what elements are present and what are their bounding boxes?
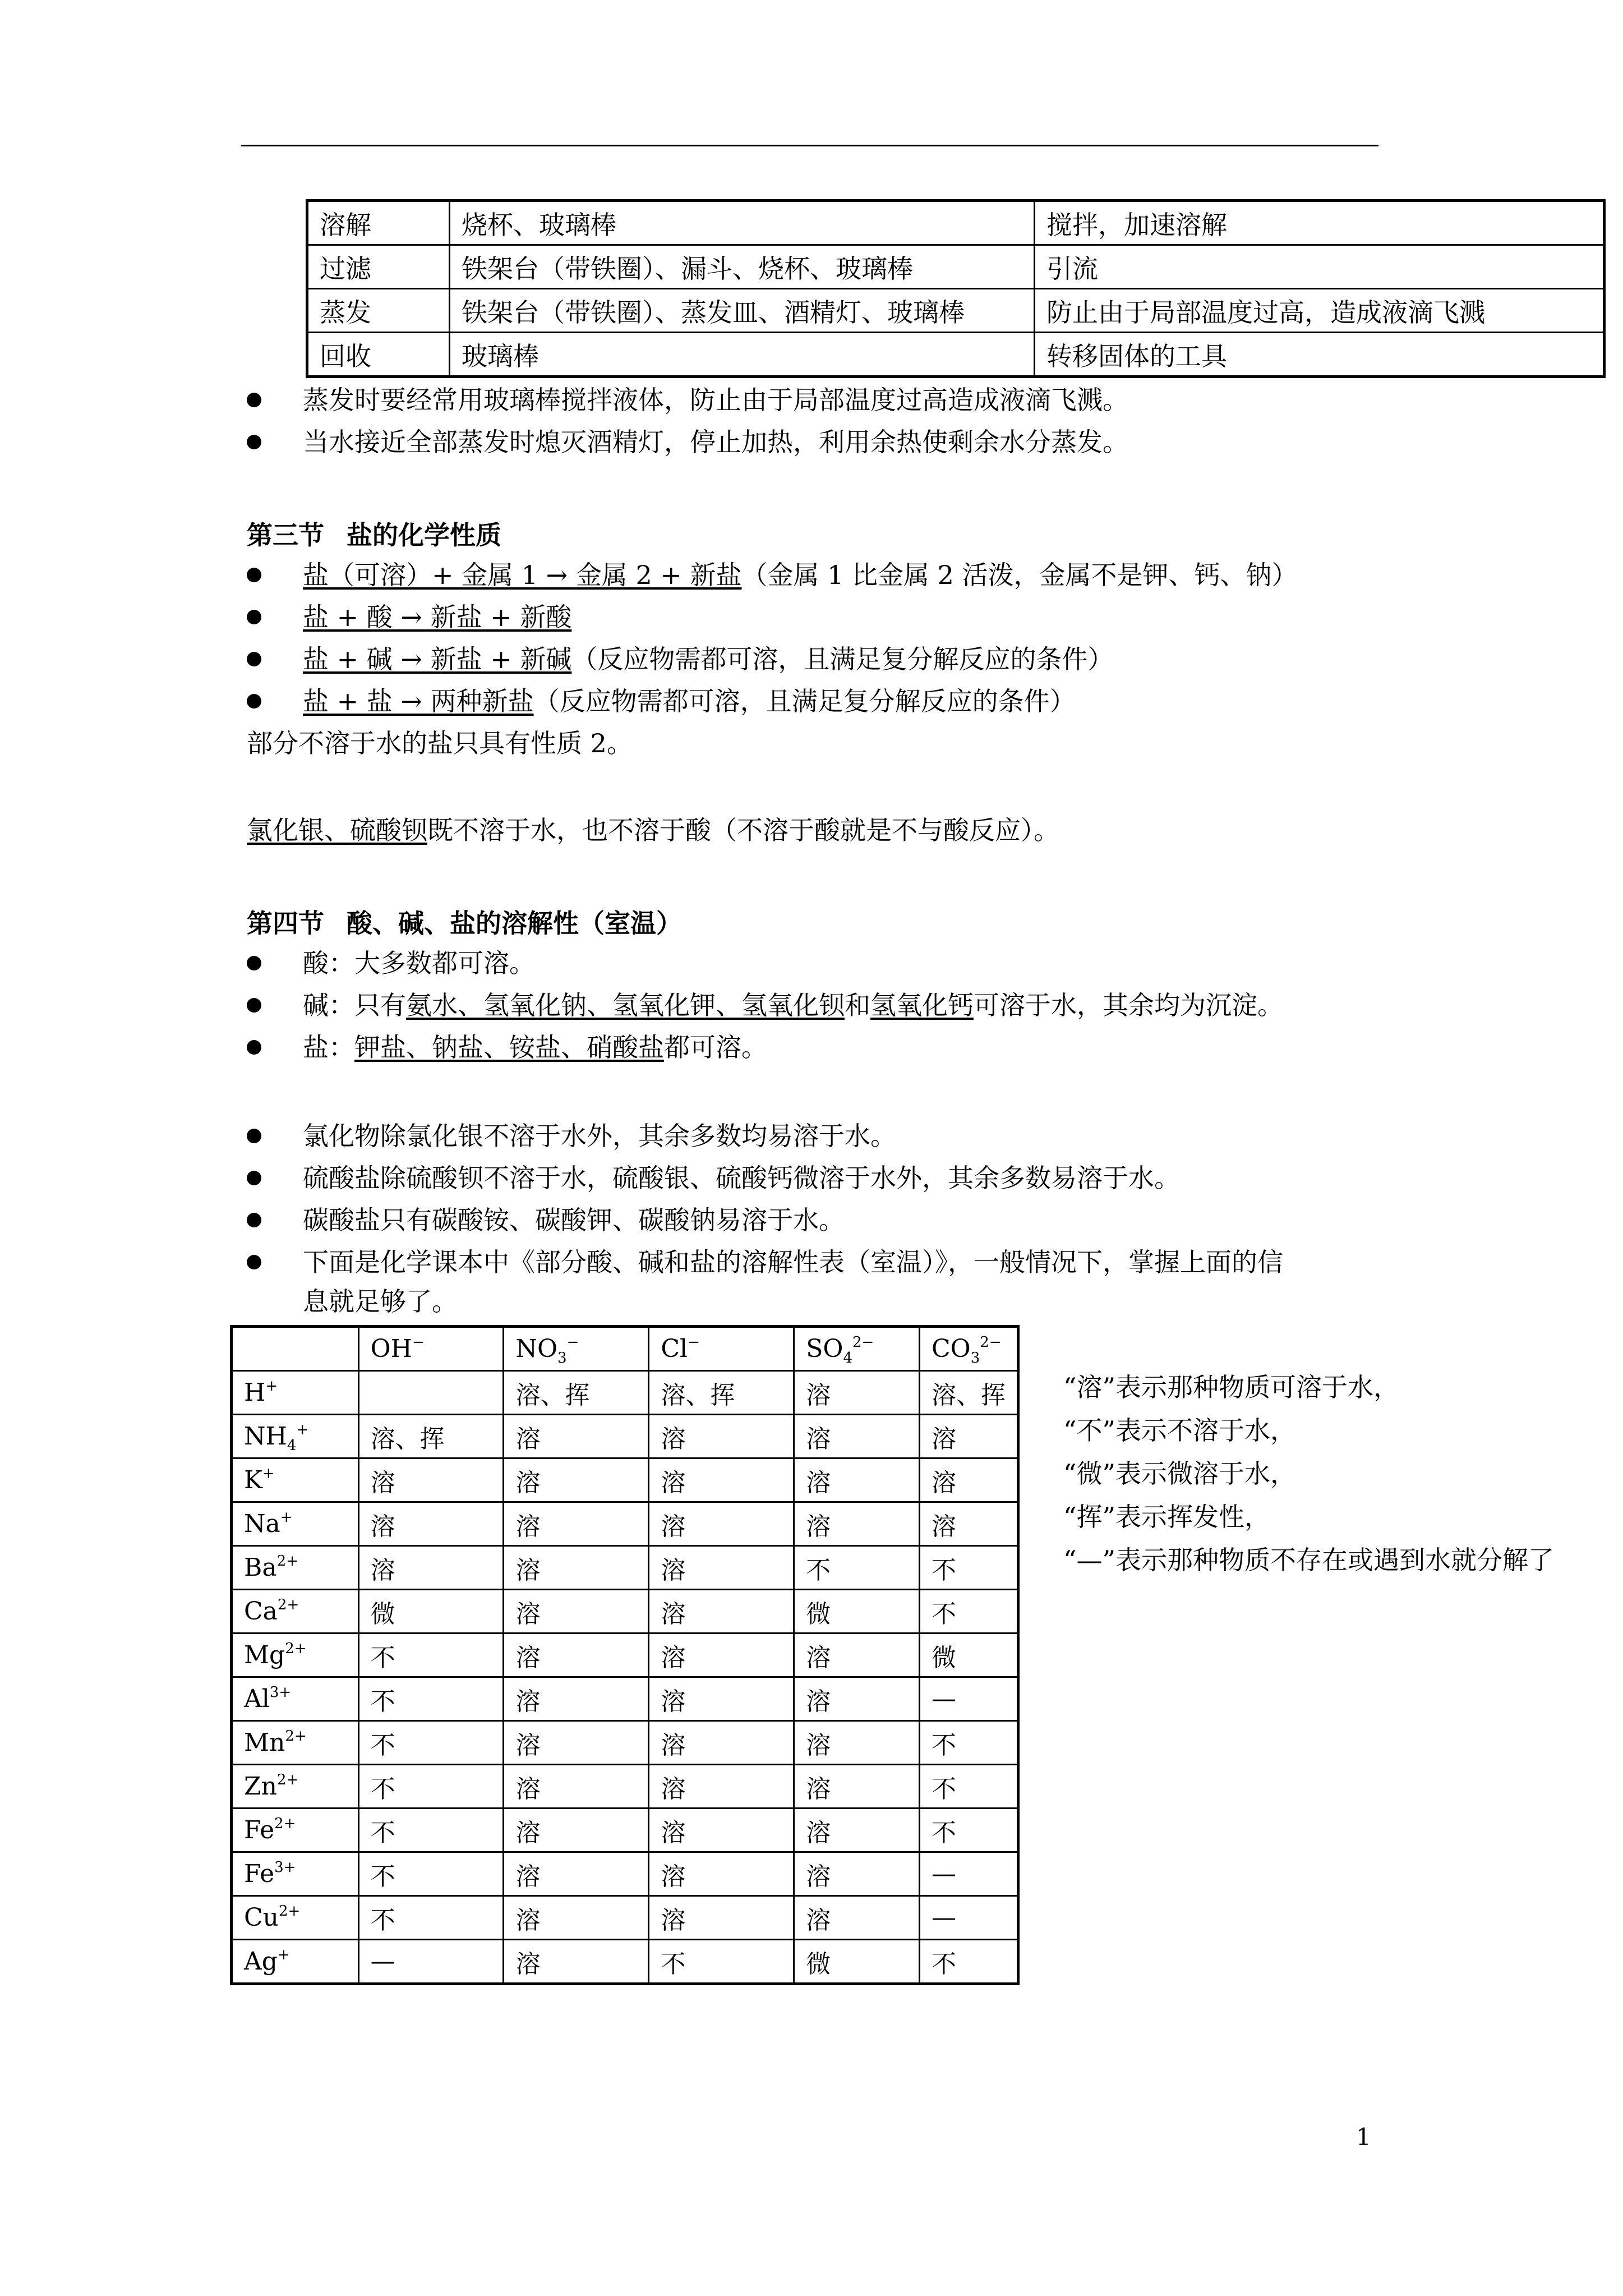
ion-charge: 2+: [277, 1596, 299, 1613]
table-cell: 溶、挥: [920, 1371, 1018, 1415]
text-segment: 盐：: [303, 1032, 354, 1062]
list-item-text: [303, 1030, 767, 1064]
table-cell: 过滤: [307, 245, 450, 289]
paragraph: [247, 813, 1059, 847]
legend-line: “—”表示那种物质不存在或遇到水就分解了: [1063, 1545, 1555, 1575]
table-cell: 溶: [794, 1415, 920, 1458]
bullet-icon: [247, 1255, 261, 1269]
legend-line: “挥”表示挥发性，: [1063, 1502, 1271, 1532]
table-cell: 溶: [649, 1721, 794, 1765]
table-cell: 溶: [649, 1896, 794, 1940]
legend-line: “溶”表示那种物质可溶于水，: [1063, 1372, 1400, 1402]
table-cell: —: [920, 1677, 1018, 1721]
table-row: [307, 201, 1604, 245]
table-cell: 溶: [649, 1502, 794, 1546]
ion-charge: 2+: [279, 1903, 301, 1920]
list-item-text: 酸：大多数都可溶。: [303, 948, 535, 978]
paragraph-text: 既不溶于水，也不溶于酸（不溶于酸就是不与酸反应）。: [427, 815, 1059, 845]
bullet-icon: [247, 610, 261, 624]
ion-symbol: Mn: [244, 1728, 285, 1757]
table-cell: 溶: [794, 1896, 920, 1940]
table-cell: —: [920, 1852, 1018, 1896]
ion-symbol: K: [244, 1466, 262, 1494]
row-header: [232, 1458, 359, 1502]
table-cell: 不: [920, 1590, 1018, 1634]
ion-symbol: OH: [370, 1335, 413, 1363]
underlined-term: 钾盐、钠盐、铵盐、硝酸盐: [354, 1032, 664, 1062]
table-cell: 溶: [504, 1546, 649, 1590]
table-cell: 溶: [358, 1458, 504, 1502]
table-cell: 溶、挥: [649, 1371, 794, 1415]
ion-symbol: Mg: [244, 1641, 285, 1669]
table-cell: —: [920, 1896, 1018, 1940]
bullet-icon: [247, 652, 261, 666]
table-cell: 蒸发: [307, 289, 450, 333]
bullet-icon: [247, 1213, 261, 1227]
table-row: [232, 1415, 1018, 1458]
list-item-text: 当水接近全部蒸发时熄灭酒精灯，停止加热，利用余热使剩余水分蒸发。: [303, 427, 1128, 457]
table-row: [232, 1852, 1018, 1896]
table-cell: 溶: [504, 1634, 649, 1677]
row-header: [232, 1546, 359, 1590]
table-row: [232, 1809, 1018, 1852]
table-header-row: [232, 1327, 1018, 1371]
ion-charge: +: [265, 1378, 278, 1395]
section-heading: [247, 515, 501, 552]
ion-charge: +: [296, 1421, 309, 1438]
bullet-icon: [247, 393, 261, 407]
table-cell: 不: [358, 1852, 504, 1896]
table-cell: 防止由于局部温度过高，造成液滴飞溅: [1035, 289, 1604, 333]
table-cell: 溶: [920, 1415, 1018, 1458]
list-item-text: [303, 600, 571, 634]
ion-symbol: Ag: [244, 1947, 278, 1976]
table-row: [232, 1677, 1018, 1721]
section-title: 盐的化学性质: [347, 520, 501, 550]
table-cell: 微: [920, 1634, 1018, 1677]
table-row: [307, 245, 1604, 289]
bullet-icon: [247, 1129, 261, 1143]
table-cell: 不: [920, 1940, 1018, 1984]
row-header: [232, 1809, 359, 1852]
table-cell: —: [358, 1940, 504, 1984]
table-cell: 烧杯、玻璃棒: [450, 201, 1035, 245]
list-item-text: [303, 988, 1283, 1022]
table-cell: 溶: [504, 1852, 649, 1896]
ion-symbol: Cu: [244, 1903, 279, 1932]
table-cell: 溶: [920, 1458, 1018, 1502]
reaction-equation: 盐（可溶）+ 金属 1 → 金属 2 + 新盐: [303, 560, 742, 590]
header-rule: [241, 145, 1378, 146]
column-header: [232, 1327, 359, 1371]
row-header: [232, 1765, 359, 1809]
table-cell: 玻璃棒: [450, 333, 1035, 377]
table-cell: 溶: [504, 1765, 649, 1809]
table-row: [232, 1940, 1018, 1984]
row-header: [232, 1721, 359, 1765]
underlined-term: 氢氧化钙: [870, 990, 974, 1020]
table-cell: 溶、挥: [358, 1415, 504, 1458]
section-number: 第四节: [247, 908, 324, 938]
ion-symbol: Cl: [661, 1335, 688, 1363]
page-number: 1: [1356, 2123, 1371, 2151]
ion-symbol: Ba: [244, 1553, 277, 1582]
row-header: [232, 1852, 359, 1896]
table-cell: 溶: [649, 1852, 794, 1896]
table-cell: 溶: [649, 1809, 794, 1852]
reaction-condition: （反应物需都可溶，且满足复分解反应的条件）: [533, 686, 1076, 716]
list-item-text: [303, 642, 1113, 676]
underlined-term: 氯化银、硫酸钡: [247, 815, 427, 845]
ion-symbol: NO: [515, 1335, 558, 1363]
ion-symbol: Fe: [244, 1860, 275, 1888]
table-cell: 铁架台（带铁圈）、蒸发皿、酒精灯、玻璃棒: [450, 289, 1035, 333]
ion-charge: 2+: [276, 1772, 299, 1788]
ion-symbol: NH: [244, 1422, 287, 1451]
text-segment: 可溶于水，其余均为沉淀。: [974, 990, 1283, 1020]
ion-charge: 2−: [980, 1334, 1002, 1351]
table-cell: 溶: [504, 1502, 649, 1546]
row-header: [232, 1677, 359, 1721]
bullet-icon: [247, 568, 261, 582]
table-cell: 溶: [504, 1415, 649, 1458]
ion-symbol: Zn: [244, 1772, 277, 1801]
table-cell: 微: [358, 1590, 504, 1634]
table-cell: 不: [358, 1634, 504, 1677]
table-cell: 微: [794, 1590, 920, 1634]
table-cell: 溶: [649, 1458, 794, 1502]
ion-charge: 3+: [269, 1684, 292, 1701]
row-header: [232, 1502, 359, 1546]
section-heading: [247, 903, 682, 940]
ion-symbol: CO: [932, 1335, 971, 1363]
table-cell: 微: [794, 1940, 920, 1984]
table-cell: 不: [358, 1765, 504, 1809]
section-title: 酸、碱、盐的溶解性（室温）: [347, 908, 682, 938]
table-cell: 不: [358, 1721, 504, 1765]
text-segment: 碱：只有: [303, 990, 406, 1020]
ion-charge: 2+: [274, 1815, 296, 1832]
list-item-text: [303, 684, 1076, 718]
ion-subscript: 4: [843, 1350, 852, 1366]
list-item-text: [303, 558, 1298, 592]
reaction-equation: 盐 + 碱 → 新盐 + 新碱: [303, 644, 572, 674]
legend-line: “不”表示不溶于水，: [1063, 1415, 1297, 1446]
ion-charge: 3+: [274, 1859, 296, 1876]
row-header: [232, 1896, 359, 1940]
column-header: [649, 1327, 794, 1371]
ion-charge: −: [688, 1334, 700, 1351]
table-cell: 溶: [504, 1590, 649, 1634]
table-row: [232, 1634, 1018, 1677]
table-cell: 溶: [794, 1721, 920, 1765]
column-header: [794, 1327, 920, 1371]
table-cell: 溶: [504, 1677, 649, 1721]
text-segment: 和: [845, 990, 870, 1020]
table-row: [232, 1502, 1018, 1546]
row-header: [232, 1634, 359, 1677]
ion-charge: 2+: [276, 1553, 298, 1570]
table-cell: 溶: [794, 1677, 920, 1721]
bullet-icon: [247, 998, 261, 1013]
reaction-condition: （金属 1 比金属 2 活泼，金属不是钾、钙、钠）: [741, 560, 1298, 590]
ion-subscript: 4: [287, 1437, 297, 1454]
table-cell: 溶: [504, 1458, 649, 1502]
list-item-text: 氯化物除氯化银不溶于水外，其余多数均易溶于水。: [303, 1121, 896, 1151]
table-cell: [358, 1371, 504, 1415]
ion-symbol: Al: [244, 1685, 270, 1713]
table-cell: 溶: [649, 1590, 794, 1634]
ion-charge: +: [277, 1947, 290, 1963]
table-row: [232, 1458, 1018, 1502]
reaction-equation: 盐 + 盐 → 两种新盐: [303, 686, 534, 716]
ion-symbol: Ca: [244, 1597, 278, 1626]
bullet-icon: [247, 694, 261, 708]
table-cell: 溶: [794, 1458, 920, 1502]
list-item-text: 硫酸盐除硫酸钡不溶于水，硫酸银、硫酸钙微溶于水外，其余多数易溶于水。: [303, 1163, 1180, 1193]
bullet-icon: [247, 1171, 261, 1185]
separation-tools-table: [306, 199, 1606, 378]
table-cell: 溶: [794, 1371, 920, 1415]
ion-charge: −: [412, 1334, 425, 1351]
table-cell: 溶: [794, 1809, 920, 1852]
column-header: [504, 1327, 649, 1371]
table-cell: 不: [649, 1940, 794, 1984]
table-row: [232, 1590, 1018, 1634]
table-cell: 溶: [504, 1896, 649, 1940]
table-row: [232, 1896, 1018, 1940]
table-cell: 溶: [358, 1502, 504, 1546]
ion-charge: −: [566, 1334, 579, 1351]
underlined-term: 氨水、氢氧化钠、氢氧化钾、氢氧化钡: [406, 990, 845, 1020]
table-cell: 溶: [649, 1677, 794, 1721]
table-cell: 溶: [504, 1721, 649, 1765]
row-header: [232, 1590, 359, 1634]
column-header: [358, 1327, 504, 1371]
ion-subscript: 3: [557, 1350, 567, 1366]
table-cell: 不: [920, 1721, 1018, 1765]
reaction-equation: 盐 + 酸 → 新盐 + 新酸: [303, 602, 572, 632]
bullet-icon: [247, 435, 261, 449]
solubility-table: [230, 1325, 1020, 1985]
row-header: [232, 1415, 359, 1458]
table-cell: 铁架台（带铁圈）、漏斗、烧杯、玻璃棒: [450, 245, 1035, 289]
table-cell: 不: [358, 1896, 504, 1940]
table-cell: 回收: [307, 333, 450, 377]
table-row: [232, 1546, 1018, 1590]
row-header: [232, 1940, 359, 1984]
table-cell: 溶: [920, 1502, 1018, 1546]
table-cell: 溶: [358, 1546, 504, 1590]
table-cell: 引流: [1035, 245, 1604, 289]
legend-line: “微”表示微溶于水，: [1063, 1458, 1297, 1489]
table-cell: 不: [920, 1546, 1018, 1590]
ion-charge: 2−: [852, 1334, 874, 1351]
table-cell: 转移固体的工具: [1035, 333, 1604, 377]
reaction-condition: （反应物需都可溶，且满足复分解反应的条件）: [571, 644, 1114, 674]
table-cell: 搅拌，加速溶解: [1035, 201, 1604, 245]
ion-subscript: 3: [970, 1350, 980, 1366]
table-cell: 溶解: [307, 201, 450, 245]
table-row: [307, 289, 1604, 333]
paragraph: 息就足够了。: [303, 1286, 458, 1317]
table-cell: 溶: [794, 1852, 920, 1896]
ion-charge: +: [262, 1465, 275, 1482]
table-row: [232, 1765, 1018, 1809]
table-cell: 溶: [649, 1634, 794, 1677]
table-cell: 溶: [649, 1765, 794, 1809]
list-item-text: 蒸发时要经常用玻璃棒搅拌液体，防止由于局部温度过高造成液滴飞溅。: [303, 385, 1128, 415]
bullet-icon: [247, 956, 261, 970]
table-cell: 溶: [794, 1765, 920, 1809]
paragraph: 部分不溶于水的盐只具有性质 2。: [247, 728, 633, 758]
ion-symbol: H: [244, 1378, 266, 1407]
table-row: [307, 333, 1604, 377]
table-cell: 溶: [504, 1940, 649, 1984]
text-segment: 都可溶。: [664, 1032, 767, 1062]
table-cell: 不: [920, 1765, 1018, 1809]
ion-charge: 2+: [285, 1640, 307, 1657]
table-row: [232, 1371, 1018, 1415]
table-cell: 不: [358, 1809, 504, 1852]
ion-charge: +: [280, 1509, 293, 1526]
ion-charge: 2+: [285, 1728, 307, 1745]
table-cell: 溶: [794, 1502, 920, 1546]
table-row: [232, 1721, 1018, 1765]
list-item-text: 下面是化学课本中《部分酸、碱和盐的溶解性表（室温）》，一般情况下，掌握上面的信: [303, 1247, 1283, 1277]
ion-symbol: Na: [244, 1510, 280, 1538]
table-cell: 溶: [649, 1415, 794, 1458]
bullet-icon: [247, 1040, 261, 1055]
table-cell: 不: [358, 1677, 504, 1721]
ion-symbol: SO: [806, 1335, 843, 1363]
section-number: 第三节: [247, 520, 324, 550]
table-cell: 溶: [649, 1546, 794, 1590]
column-header: [920, 1327, 1018, 1371]
table-cell: 溶: [794, 1634, 920, 1677]
table-cell: 溶、挥: [504, 1371, 649, 1415]
row-header: [232, 1371, 359, 1415]
list-item-text: 碳酸盐只有碳酸铵、碳酸钾、碳酸钠易溶于水。: [303, 1205, 845, 1235]
table-cell: 不: [920, 1809, 1018, 1852]
table-cell: 不: [794, 1546, 920, 1590]
table-cell: 溶: [504, 1809, 649, 1852]
ion-symbol: Fe: [244, 1816, 275, 1844]
